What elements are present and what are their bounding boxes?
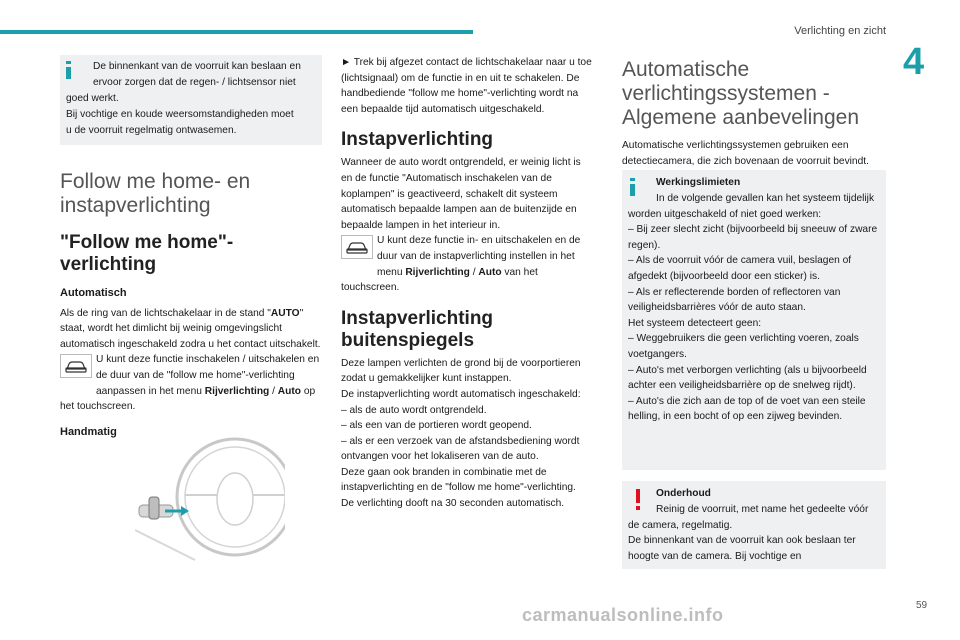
limits-text — [628, 191, 880, 425]
list-item: – Als er reflecterende borden of reflectoren van veiligheidsbarrières vóór de auto staan. — [628, 286, 841, 314]
note-line: Reinig de voorruit, met name het gedeelte vóór de camera, regelmatig. — [628, 504, 869, 531]
note-line: In de volgende gevallen kan het systeem tijdelijk worden uitgeschakeld of niet goed werken: — [628, 193, 875, 220]
column-1 — [60, 170, 322, 440]
car-settings-icon — [341, 235, 373, 265]
mirror-lighting-heading: Instapverlichting buitenspiegels — [341, 307, 494, 351]
note-line: De binnenkant van de voorruit kan ook beslaan ter hoogte van de camera. Bij vochtige en — [628, 535, 856, 562]
column-2 — [341, 55, 593, 512]
list-item: – als een van de portieren wordt geopend. — [341, 420, 532, 432]
limits-title: Werkingslimieten — [656, 177, 741, 188]
page-number: 59 — [916, 600, 928, 611]
section-title-line: Follow me home- en — [60, 170, 251, 193]
note-line: ervoor zorgen dat de regen- / lichtsensor niet — [93, 77, 296, 88]
note-line: Het systeem detecteert geen: — [628, 317, 762, 329]
info-icon-dot — [630, 178, 635, 181]
info-note-box — [60, 55, 322, 145]
car-settings-icon — [60, 354, 92, 384]
note-line: u de voorruit regelmatig ontwasemen. — [66, 125, 237, 136]
warning-icon-stem — [636, 489, 640, 503]
section-title-line: Automatische — [622, 58, 750, 81]
list-item: – Bij zeer slecht zicht (bijvoorbeeld bij sneeuw of zware regen). — [628, 224, 878, 251]
list-item: – Als de voorruit vóór de camera vuil, beslagen of afgedekt (bijvoorbeeld door een sticker) is. — [628, 255, 852, 282]
paragraph: De instapverlichting wordt automatisch ingeschakeld: — [341, 388, 581, 400]
section-title-line: instapverlichting — [60, 194, 211, 217]
maintenance-text — [628, 502, 880, 564]
watermark: carmanualsonline.info — [522, 605, 724, 625]
paragraph: ► Trek bij afgezet contact de lichtschakelaar naar u toe (lichtsignaal) om de functie in en uit te schakelen. De handbediende "follow me home"-verlichting wordt na een bepaalde tijd automatisch uitgeschakeld. — [341, 57, 592, 115]
manual-heading: Handmatig — [60, 425, 117, 438]
info-icon-stem — [66, 67, 71, 79]
list-item: – als er een verzoek van de afstandsbediening wordt ontvangen voor het lokaliseren van de auto. — [341, 435, 580, 463]
limits-note-box — [622, 170, 886, 470]
automatic-paragraph: Als de ring van de lichtschakelaar in de stand "AUTO" staat, wordt het dimlicht bij weinig omgevingslicht automatisch ingeschakeld zodra u het contact uitschakelt. — [60, 307, 321, 350]
note-line: goed werkt. — [66, 93, 119, 104]
section-title-line: verlichtingssystemen - — [622, 82, 830, 105]
chapter-number: 4 — [903, 41, 925, 83]
follow-me-home-heading: "Follow me home"-verlichting — [60, 232, 234, 275]
mirror-lighting-text — [341, 356, 593, 512]
note-line: Bij vochtige en koude weersomstandigheden moet — [66, 109, 294, 120]
paragraph: Automatische verlichtingssystemen gebruiken een detectiecamera, die zich bovenaan de voorruit bevindt. — [622, 140, 869, 167]
icon-paragraph: U kunt deze functie in- en uitschakelen en de duur van de instapverlichting instellen in het menu Rijverlichting / Auto van het touchscreen. — [341, 235, 581, 294]
paragraph: De verlichting dooft na 30 seconden automatisch. — [341, 498, 565, 510]
header-accent-bar — [0, 30, 473, 34]
maintenance-note-box — [622, 481, 886, 569]
note-line: De binnenkant van de voorruit kan beslaan en — [93, 61, 301, 72]
list-item: – als de auto wordt ontgrendeld. — [341, 404, 487, 416]
section-title-line: Algemene aanbevelingen — [622, 106, 860, 129]
list-item: – Auto's die zich aan de top of de voet van een steile helling, in een bocht of op een zijweg bevinden. — [628, 395, 866, 423]
column-3 — [622, 58, 884, 169]
steering-wheel-illustration — [135, 435, 285, 575]
paragraph: Wanneer de auto wordt ontgrendeld, er weinig licht is en de functie "Automatisch inschakelen van de koplampen" is geactiveerd, schakelt dit systeem automatisch bepaalde lampen aan de buitenzijde en bepaalde lampen in het interieur in. — [341, 157, 581, 231]
automatic-heading: Automatisch — [60, 287, 127, 299]
list-item: – Weggebruikers die geen verlichting voeren, zoals voetgangers. — [628, 333, 859, 360]
paragraph: Deze lampen verlichten de grond bij de voorportieren zodat u gemakkelijker kunt instappen. — [341, 357, 581, 385]
section-title — [622, 58, 884, 130]
entry-lighting-heading: Instapverlichting — [341, 129, 494, 151]
icon-paragraph: U kunt deze functie inschakelen / uitschakelen en de duur van de "follow me home"-verlichting aanpassen in het menu Rijverlichting / Auto op het touchscreen. — [60, 354, 320, 413]
info-icon-dot — [66, 61, 71, 64]
section-title — [60, 170, 322, 218]
list-item: – Auto's met verborgen verlichting (als u bijvoorbeeld achter een veiligheidsbarrière op de snelweg rijdt). — [628, 364, 867, 392]
running-header: Verlichting en zicht — [794, 25, 886, 37]
maintenance-title: Onderhoud — [656, 488, 711, 499]
paragraph: Deze gaan ook branden in combinatie met de instapverlichting en de "follow me home"-verlichting. — [341, 466, 576, 494]
